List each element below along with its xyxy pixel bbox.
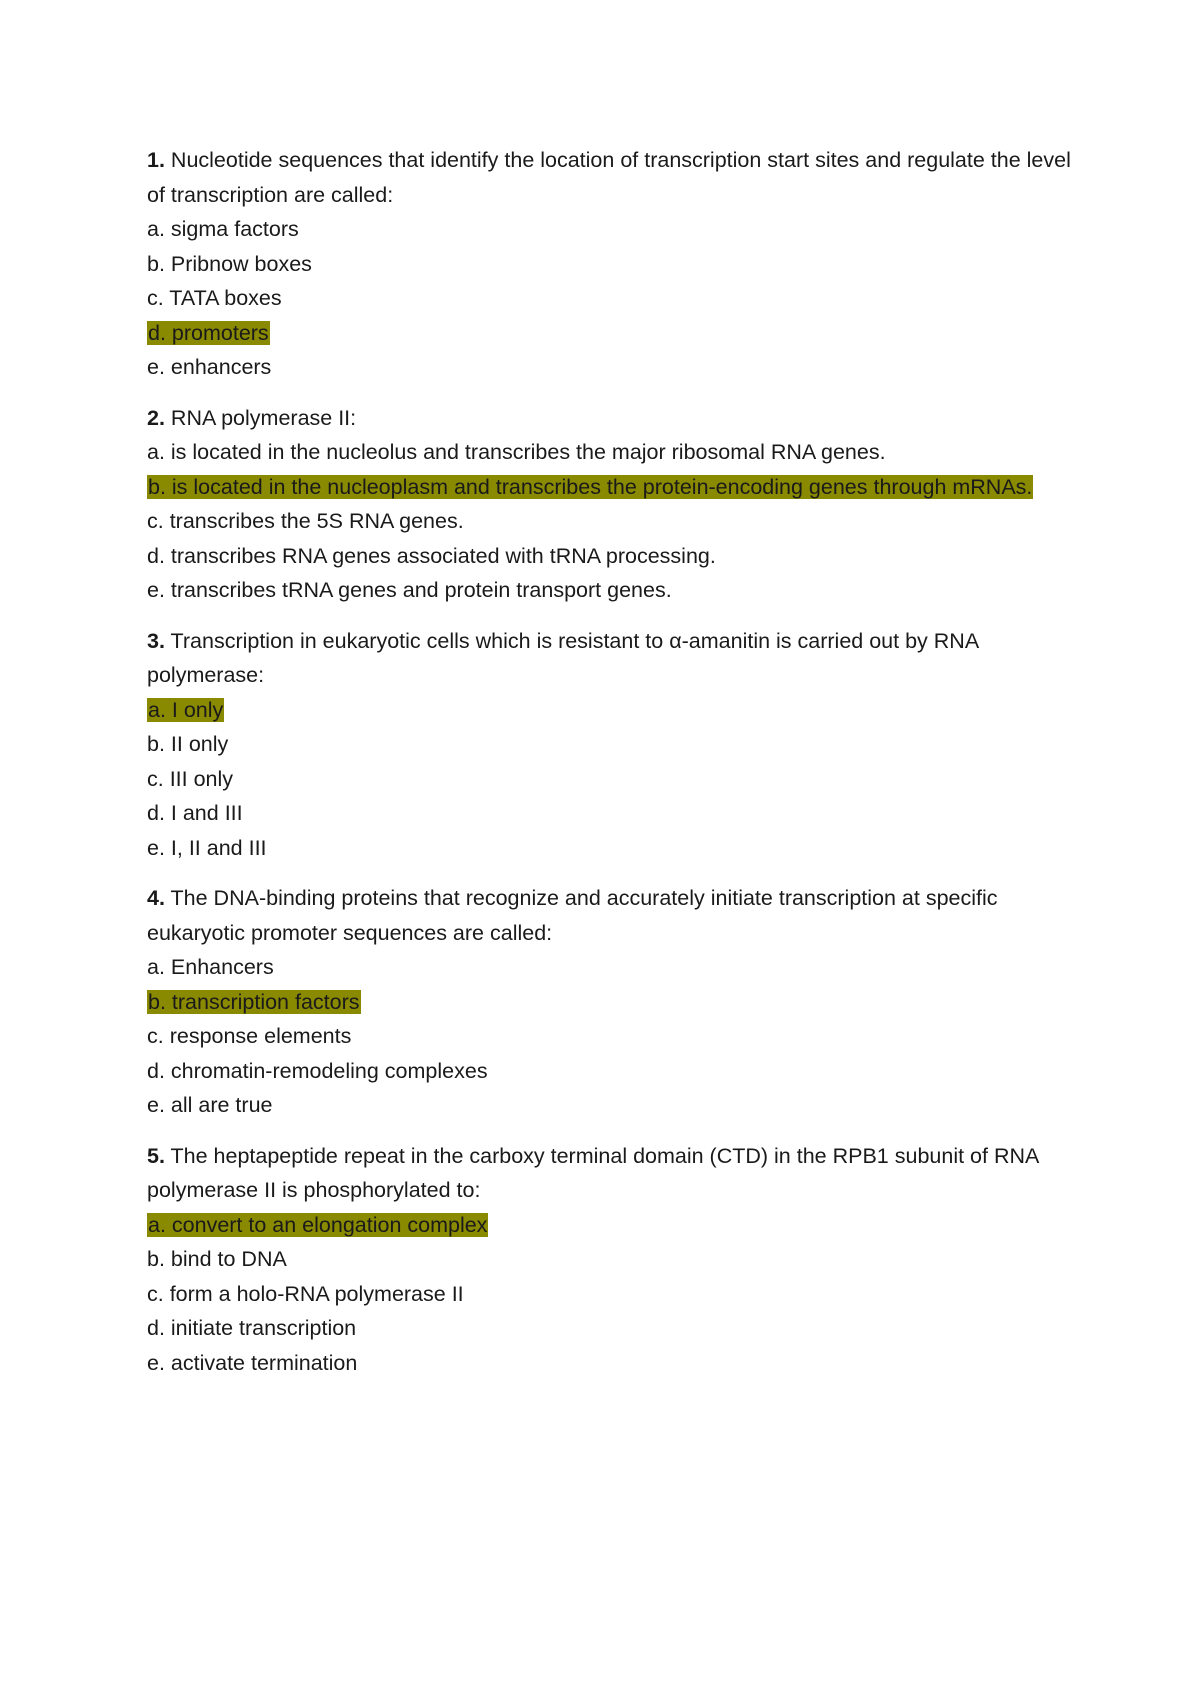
question-3 xyxy=(147,624,1077,866)
question-stem xyxy=(147,1139,1077,1208)
question-2 xyxy=(147,401,1077,608)
option-text: c. III only xyxy=(147,766,234,791)
answer-option-highlighted xyxy=(147,470,1077,505)
answer-option xyxy=(147,1242,1077,1277)
answer-option xyxy=(147,1054,1077,1089)
option-text: b. transcription factors xyxy=(148,989,360,1014)
option-text: d. chromatin-remodeling complexes xyxy=(147,1058,488,1083)
option-text: e. transcribes tRNA genes and protein transport genes. xyxy=(147,578,672,602)
answer-option xyxy=(147,247,1077,282)
question-text: Nucleotide sequences that identify the location of transcription start sites and regulate the level of transcription are called: xyxy=(147,148,1071,207)
question-4 xyxy=(147,881,1077,1123)
answer-option xyxy=(147,281,1077,316)
answer-option xyxy=(147,539,1077,574)
question-number: 2. xyxy=(147,405,165,430)
option-text: b. bind to DNA xyxy=(147,1247,287,1271)
option-text: a. is located in the nucleolus and transcribes the major ribosomal RNA genes. xyxy=(147,440,886,464)
answer-option xyxy=(147,1277,1077,1312)
answer-option-highlighted xyxy=(147,985,1077,1020)
option-text: c. response elements xyxy=(147,1024,352,1048)
answer-option-highlighted xyxy=(147,1208,1077,1243)
question-text: RNA polymerase II: xyxy=(170,405,357,430)
option-text: a. sigma factors xyxy=(147,217,299,241)
option-text: d. initiate transcription xyxy=(147,1316,357,1340)
answer-option xyxy=(147,212,1077,247)
answer-option xyxy=(147,1311,1077,1346)
option-text: b. is located in the nucleoplasm and transcribes the protein-encoding genes through mRNAs. xyxy=(148,474,1033,499)
answer-option xyxy=(147,435,1077,470)
question-number: 1. xyxy=(147,148,165,172)
question-stem xyxy=(147,143,1077,212)
question-1 xyxy=(147,143,1077,385)
answer-option-highlighted xyxy=(147,316,1077,351)
option-text: e. I, II and III xyxy=(147,835,267,860)
question-number: 5. xyxy=(147,1143,165,1168)
question-text: The heptapeptide repeat in the carboxy terminal domain (CTD) in the RPB1 subunit of RNA polymerase II is phosphorylated to: xyxy=(147,1143,1039,1202)
quiz-content xyxy=(147,143,1077,1396)
option-text: e. all are true xyxy=(147,1093,273,1117)
answer-option xyxy=(147,727,1077,762)
option-text: c. TATA boxes xyxy=(147,286,282,310)
question-number: 3. xyxy=(147,628,165,653)
option-text: c. form a holo-RNA polymerase II xyxy=(147,1281,464,1306)
answer-option-highlighted xyxy=(147,693,1077,728)
answer-option xyxy=(147,573,1077,608)
answer-option xyxy=(147,950,1077,985)
option-text: d. I and III xyxy=(147,801,243,825)
option-text: d. transcribes RNA genes associated with tRNA processing. xyxy=(147,543,716,568)
answer-option xyxy=(147,762,1077,797)
answer-option xyxy=(147,1346,1077,1381)
option-text: e. activate termination xyxy=(147,1350,358,1375)
option-text: a. Enhancers xyxy=(147,955,274,979)
question-text: Transcription in eukaryotic cells which is resistant to α-amanitin is carried out by RNA polymerase: xyxy=(147,628,978,687)
question-stem xyxy=(147,401,1077,436)
answer-option xyxy=(147,796,1077,831)
option-text: d. promoters xyxy=(148,320,269,345)
question-stem xyxy=(147,881,1077,950)
option-text: a. convert to an elongation complex xyxy=(148,1212,488,1237)
question-stem xyxy=(147,624,1077,693)
answer-option xyxy=(147,504,1077,539)
option-text: b. Pribnow boxes xyxy=(147,251,312,276)
answer-option xyxy=(147,350,1077,385)
question-number: 4. xyxy=(147,886,165,910)
question-5 xyxy=(147,1139,1077,1381)
answer-option xyxy=(147,831,1077,866)
question-text: The DNA-binding proteins that recognize and accurately initiate transcription at specific eukaryotic promoter sequences are called: xyxy=(147,886,998,945)
option-text: a. I only xyxy=(148,697,224,722)
answer-option xyxy=(147,1019,1077,1054)
option-text: e. enhancers xyxy=(147,355,272,379)
answer-option xyxy=(147,1088,1077,1123)
option-text: c. transcribes the 5S RNA genes. xyxy=(147,509,464,533)
option-text: b. II only xyxy=(147,732,229,756)
